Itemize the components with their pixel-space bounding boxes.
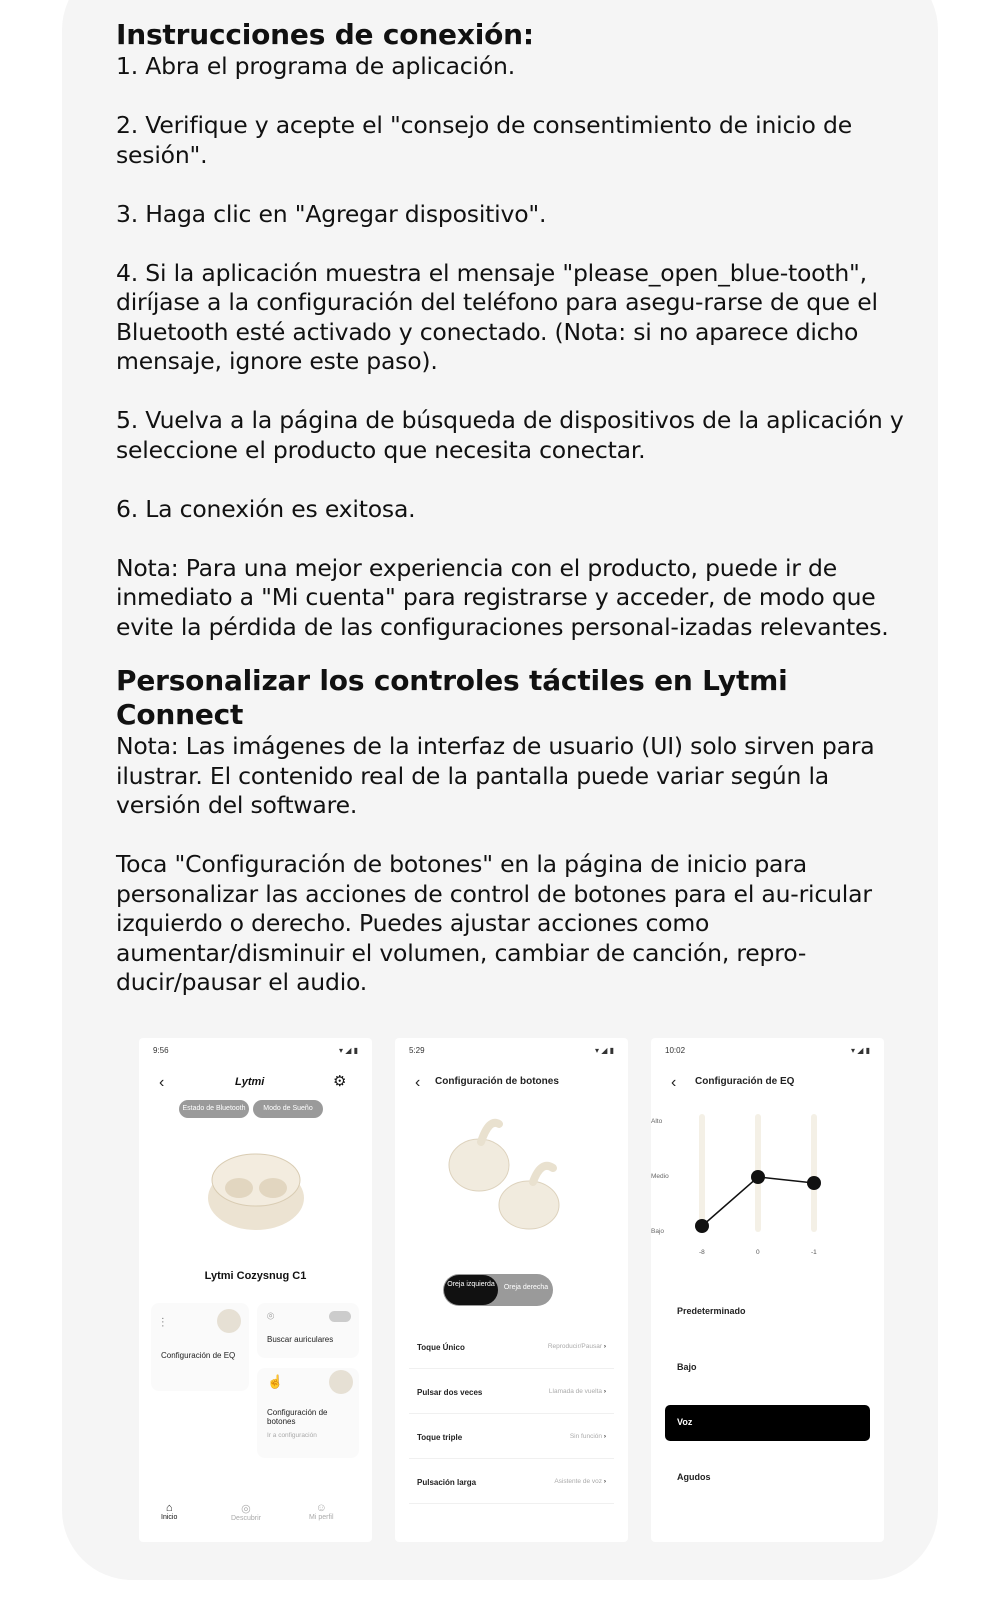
chevron-right-icon: › <box>603 1478 606 1485</box>
eq-sliders[interactable] <box>681 1114 861 1264</box>
button-config-sublabel: Ir a configuración <box>267 1432 317 1439</box>
step-3: 3. Haga clic en "Agregar dispositivo". <box>116 199 547 228</box>
button-config-label: Configuración de botones <box>267 1408 328 1426</box>
button-config-title: Configuración de botones <box>435 1076 559 1087</box>
back-icon[interactable]: ‹ <box>671 1074 677 1091</box>
bluetooth-status-pill[interactable]: Estado de Bluetooth <box>179 1100 249 1118</box>
step-4: 4. Si la aplicación muestra el mensaje "please_open_blue-tooth", diríjase a la configuración del teléfono para asegu-rarse de que el Bluetooth esté activado y conectado. (Nota: si no aparece dicho mensaje, ignore este paso). <box>116 258 878 375</box>
level-low: Bajo <box>651 1228 665 1235</box>
instructions-text <box>116 18 916 998</box>
step-2: 2. Verifique y acepte el "consejo de consentimiento de inicio de sesión". <box>116 111 852 169</box>
long-press-row[interactable]: Pulsación larga Asistente de voz › <box>409 1463 614 1504</box>
find-toggle[interactable] <box>329 1311 351 1322</box>
eq-option-treble[interactable]: Agudos <box>665 1460 870 1496</box>
status-bar: 10:02 ▾ ◢ ▮ <box>665 1046 870 1055</box>
ui-note: Nota: Las imágenes de la interfaz de usuario (UI) solo sirven para ilustrar. El contenido real de la pantalla puede variar según la versión del software. <box>116 732 875 819</box>
band-value-3: -1 <box>811 1249 817 1256</box>
band-value-1: -8 <box>699 1249 705 1256</box>
eq-option-bass[interactable]: Bajo <box>665 1350 870 1386</box>
phone-eq-screen <box>651 1038 884 1542</box>
chevron-right-icon: › <box>603 1433 606 1440</box>
left-ear-option[interactable]: Oreja izquierda <box>444 1275 498 1305</box>
back-icon[interactable]: ‹ <box>415 1074 421 1091</box>
chevron-right-icon: › <box>603 1343 606 1350</box>
right-ear-option[interactable]: Oreja derecha <box>503 1284 549 1291</box>
location-icon: ⌾ <box>267 1309 275 1323</box>
earbuds-image <box>429 1110 579 1240</box>
single-tap-row[interactable]: Toque Único Reproducir/Pausar › <box>409 1328 614 1369</box>
home-icon: ⌂ <box>165 1502 173 1514</box>
eq-title: Configuración de EQ <box>695 1076 795 1087</box>
touch-controls-heading: Personalizar los controles táctiles en Lytmi Connect <box>116 664 788 731</box>
earbuds-case-image <box>201 1138 311 1238</box>
step-5: 5. Vuelva a la página de búsqueda de dispositivos de la aplicación y seleccione el producto que necesita conectar. <box>116 406 904 464</box>
chevron-right-icon: › <box>603 1388 606 1395</box>
status-bar: 5:29 ▾ ◢ ▮ <box>409 1046 614 1055</box>
triple-tap-row[interactable]: Toque triple Sin función › <box>409 1418 614 1459</box>
discover-icon: ◎ <box>241 1503 251 1515</box>
level-high: Alto <box>651 1118 663 1125</box>
eq-tile[interactable] <box>151 1303 249 1391</box>
nav-profile[interactable]: ☺ Mi perfil <box>309 1502 334 1521</box>
step-1: 1. Abra el programa de aplicación. <box>116 52 515 80</box>
double-tap-row[interactable]: Pulsar dos veces Llamada de vuelta › <box>409 1373 614 1414</box>
back-icon[interactable]: ‹ <box>159 1074 165 1091</box>
toggle-knob-icon <box>329 1370 353 1394</box>
eq-tile-label: Configuración de EQ <box>161 1351 236 1360</box>
band-value-2: 0 <box>756 1249 760 1256</box>
profile-icon: ☺ <box>315 1502 327 1514</box>
button-config-tile[interactable] <box>257 1368 359 1458</box>
step-6: 6. La conexión es exitosa. <box>116 494 416 523</box>
nav-home[interactable]: ⌂ Inicio <box>161 1502 178 1521</box>
phone-home-screen <box>139 1038 372 1542</box>
find-earbuds-label: Buscar auriculares <box>267 1335 334 1344</box>
lytmi-logo: Lytmi <box>235 1076 265 1088</box>
device-name: Lytmi Cozysnug C1 <box>204 1270 307 1282</box>
toggle-knob-icon <box>217 1309 241 1333</box>
button-config-text: Toca "Configuración de botones" en la página de inicio para personalizar las acciones de control de botones para el au-ricular izquierdo o derecho. Puedes ajustar acciones como aumentar/disminuir el volumen, cambiar de canción, repro-ducir/pausar el audio. <box>116 850 872 996</box>
connection-heading: Instrucciones de conexión: <box>116 18 534 51</box>
find-earbuds-tile[interactable] <box>257 1303 359 1358</box>
nav-discover[interactable]: ◎ Descubrir <box>231 1503 261 1522</box>
hand-tap-icon: ☝ <box>267 1374 284 1389</box>
level-mid: Medio <box>651 1173 669 1180</box>
status-bar: 9:56 ▾ ◢ ▮ <box>153 1046 358 1055</box>
phone-button-config-screen <box>395 1038 628 1542</box>
gear-icon[interactable]: ⚙ <box>333 1073 347 1090</box>
sliders-icon: ⫶ <box>161 1315 165 1330</box>
sleep-mode-pill[interactable]: Modo de Sueño <box>253 1100 323 1118</box>
eq-option-voice[interactable]: Voz <box>665 1405 870 1441</box>
account-note: Nota: Para una mejor experiencia con el producto, puede ir de inmediato a "Mi cuenta" para registrarse y acceder, de modo que evite la pérdida de las configuraciones personal-izadas relevantes. <box>116 553 889 641</box>
eq-option-default[interactable]: Predeterminado <box>665 1294 870 1330</box>
ear-toggle[interactable] <box>443 1274 553 1306</box>
